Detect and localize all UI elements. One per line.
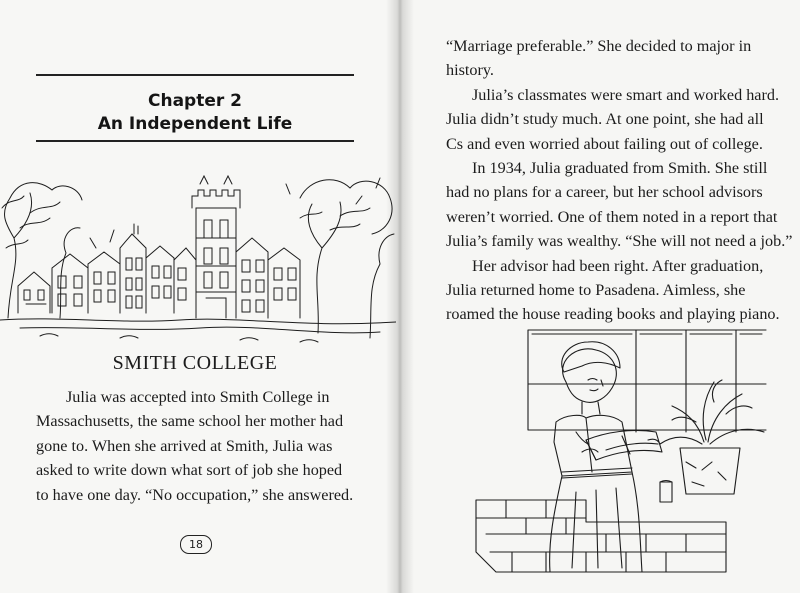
body-line: to have one day. “No occupation,” she answered. bbox=[36, 485, 354, 504]
body-line: Massachusetts, the same school her mother had bbox=[36, 412, 344, 431]
body-line: Julia’s family was wealthy. “She will not need a job.” bbox=[446, 232, 793, 251]
body-line: had no plans for a career, but her school advisors bbox=[446, 183, 763, 202]
body-line: Julia didn’t study much. At one point, she had all bbox=[446, 110, 764, 129]
smith-college-illustration bbox=[0, 168, 396, 348]
body-line: In 1934, Julia graduated from Smith. She still bbox=[472, 159, 768, 178]
illustration-caption: SMITH COLLEGE bbox=[112, 352, 278, 374]
chapter-title: An Independent Life bbox=[97, 114, 293, 134]
body-line: Julia’s classmates were smart and worked hard. bbox=[472, 85, 780, 104]
body-line: asked to write down what sort of job she hoped bbox=[36, 461, 343, 480]
chapter-top-rule bbox=[36, 74, 354, 76]
body-line: Julia returned home to Pasadena. Aimless, she bbox=[446, 281, 746, 300]
body-line: Julia was accepted into Smith College in bbox=[66, 388, 330, 406]
left-page-body bbox=[36, 385, 356, 507]
body-line: gone to. When she arrived at Smith, Julia was bbox=[36, 436, 333, 455]
body-line: roamed the house reading books and playing piano. bbox=[446, 305, 780, 324]
right-page-body bbox=[446, 34, 793, 327]
body-line: weren’t worried. One of them noted in a report that bbox=[446, 207, 778, 226]
chapter-number: Chapter 2 bbox=[147, 91, 242, 111]
body-line: history. bbox=[446, 61, 494, 80]
body-line: Cs and even worried about failing out of college. bbox=[446, 134, 763, 153]
julia-reading-illustration bbox=[436, 322, 786, 590]
page-number: 18 bbox=[180, 535, 212, 554]
chapter-bottom-rule bbox=[36, 140, 354, 142]
body-line: “Marriage preferable.” She decided to major in bbox=[446, 37, 752, 55]
body-line: Her advisor had been right. After graduation, bbox=[472, 256, 764, 275]
